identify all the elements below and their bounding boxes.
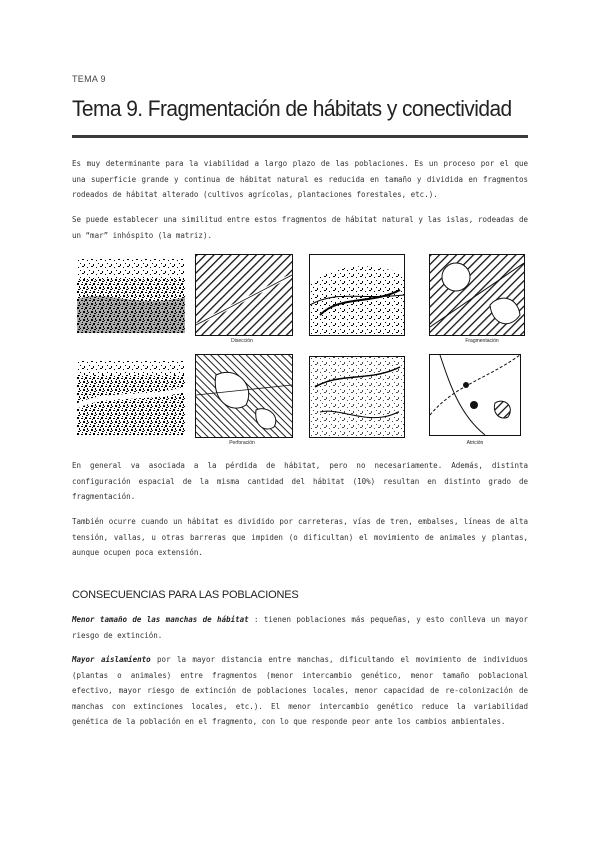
section-heading: CONSECUENCIAS PARA LAS POBLACIONES	[72, 589, 299, 601]
paragraph-habitat-loss: En general va asociada a la pérdida de hábitat, pero no necesariamente. Además, distinta configuración espacial de la misma cantidad del hábitat (10%) resultan en distinto grado de fragmentación.	[72, 461, 528, 502]
fragmentation-figure	[77, 251, 525, 451]
consequence-item-size	[72, 612, 528, 643]
diagram-photo-4	[309, 356, 405, 438]
diagram-photo-2	[309, 254, 405, 336]
section-label: TEMA 9	[72, 74, 106, 84]
title-divider	[72, 135, 528, 138]
diagram-attrition-panel	[429, 354, 521, 436]
paragraph-barriers: También ocurre cuando un hábitat es dividido por carreteras, vías de tren, embalses, líneas de alta tensión, vallas, u otras barreras que impiden (o dificultan) el movimiento de animales y plantas, aunque ocupen poca extensión.	[72, 517, 528, 558]
caption-dissection: Disección	[231, 338, 253, 344]
diagram-photo-3	[77, 361, 185, 435]
consequence-text: : tienen poblaciones más pequeñas, y esto conlleva un mayor riesgo de extinción.	[72, 615, 528, 640]
paragraph-islands: Se puede establecer una similitud entre estos fragmentos de hábitat natural y las islas, rodeadas de un “mar” inhóspito (la matriz).	[72, 215, 528, 240]
diagram-dissection-panel	[195, 254, 293, 336]
page-title: Tema 9. Fragmentación de hábitats y conectividad	[72, 96, 512, 121]
consequence-term: Menor tamaño de las manchas de hábitat	[72, 615, 249, 624]
diagram-photo-1	[77, 259, 185, 333]
diagram-fragmentation-panel	[429, 254, 525, 336]
caption-fragmentation: Fragmentación	[465, 338, 499, 344]
consequence-text: por la mayor distancia entre manchas, dificultando el movimiento de individuos (plantas o animales) entre fragmentos (menor intercambio genético, menor tamaño poblacional efectivo, mayor riesgo de extinción de poblaciones locales, menor capacidad de re-colonización de manchas con extinciones locales, etc.). El menor intercambio genético reduce la variabilidad genética de la población en el fragmento, con lo que responde peor ante los cambios ambientales.	[72, 655, 528, 727]
caption-attrition: Atrición	[466, 440, 484, 446]
consequence-item-isolation	[72, 652, 528, 730]
diagram-perforation-panel	[195, 354, 293, 438]
caption-perforation: Perforación	[229, 440, 255, 446]
consequence-term: Mayor aislamiento	[72, 655, 151, 664]
paragraph-definition: Es muy determinante para la viabilidad a largo plazo de las poblaciones. Es un proceso por el que una superficie grande y continua de hábitat natural es reducida en tamaño y dividida en fragmentos rodeados de hábitat alterado (cultivos agrícolas, plantaciones forestales, etc.).	[72, 159, 528, 200]
